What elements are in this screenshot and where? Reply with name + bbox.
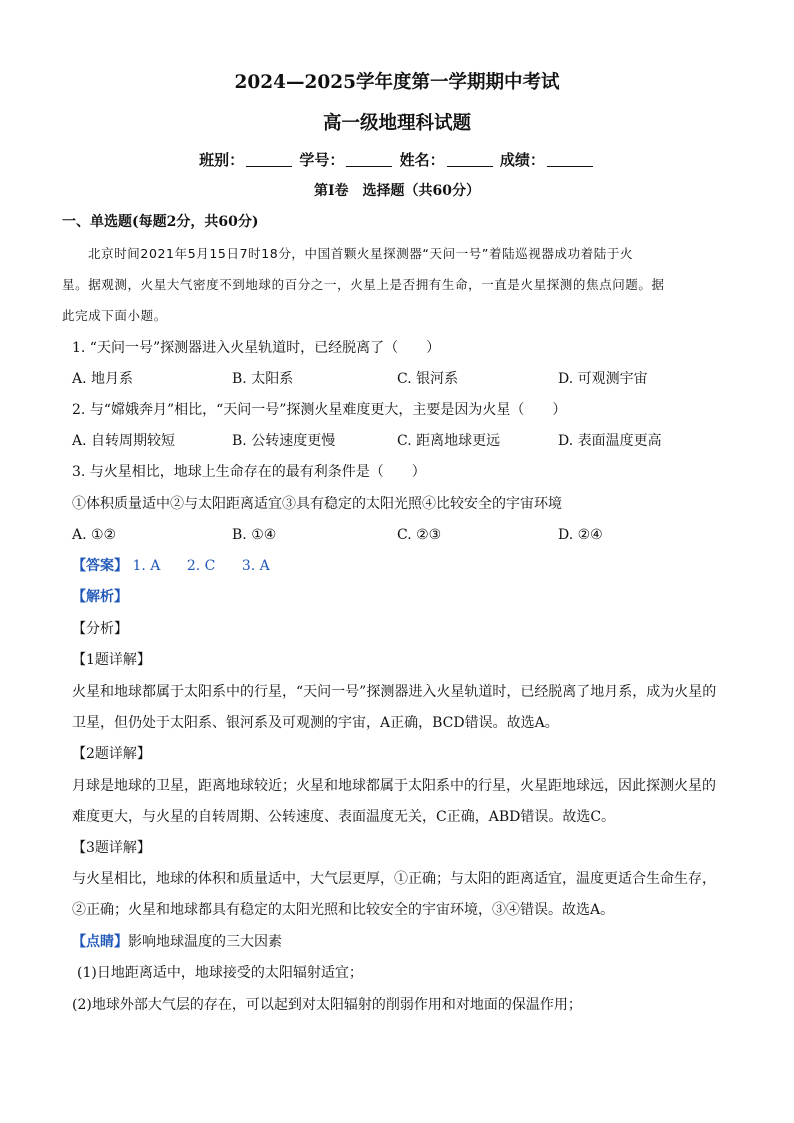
detail-3-label: 【3题详解】: [72, 840, 151, 856]
detail-2-text: 月球是地球的卫星，距离地球较近；火星和地球都属于太阳系中的行星，火星距地球远，因此探测火星的: [72, 778, 716, 794]
key-point-item: (1)日地距离适中，地球接受的太阳辐射适宜；: [77, 965, 363, 981]
detail-3-text: 与火星相比，地球的体积和质量适中，大气层更厚，①正确；与太阳的距离适宜，温度更适合生命生存，: [72, 871, 716, 887]
key-point-row: [72, 932, 722, 952]
question-3-stem: 3. 与火星相比，地球上生命存在的最有利条件是（ ）: [72, 464, 426, 480]
exam-title: 2024—2025学年度第一学期期中考试: [234, 72, 560, 93]
detail-3-text: ②正确；火星和地球都具有稳定的太阳光照和比较安全的宇宙环境，③④错误。故选A。: [72, 902, 615, 918]
option-b[interactable]: B. 公转速度更慢: [232, 433, 336, 449]
option-c[interactable]: C. ②③: [397, 527, 442, 543]
passage-line: 星。据观测，火星大气密度不到地球的百分之一，火星上是否拥有生命，一直是火星探测的焦点问题。据: [62, 277, 665, 292]
option-b[interactable]: B. ①④: [232, 527, 277, 543]
detail-1-text: 火星和地球都属于太阳系中的行星，“天问一号”探测器进入火星轨道时，已经脱离了地月系，成为火星的: [72, 684, 717, 700]
answer-label: 【答案】: [72, 558, 128, 574]
exam-subtitle: 高一级地理科试题: [322, 113, 471, 134]
key-point-label: 【点睛】: [72, 934, 128, 950]
section-heading: 第Ⅰ卷 选择题（共60分）: [313, 183, 481, 199]
option-c[interactable]: C. 距离地球更远: [397, 433, 501, 449]
option-b[interactable]: B. 太阳系: [232, 371, 294, 387]
name-field-label: 姓名：: [399, 151, 445, 169]
class-field-blank[interactable]: [246, 152, 292, 167]
analysis-label: 【解析】: [72, 589, 128, 605]
detail-2-text: 难度更大，与火星的自转周期、公转速度、表面温度无关，C正确，ABD错误。故选C。: [72, 809, 616, 825]
name-field-blank[interactable]: [447, 152, 493, 167]
option-c[interactable]: C. 银河系: [397, 371, 459, 387]
option-d[interactable]: D. 表面温度更高: [558, 433, 662, 449]
detail-1-label: 【1题详解】: [72, 652, 151, 668]
student-info-row: [0, 150, 794, 170]
answer-row: [72, 556, 722, 576]
passage-line: 北京时间2021年5月15日7时18分，中国首颗火星探测器“天问一号”着陆巡视器成功着陆于火: [88, 246, 634, 261]
question-1-stem: 1. “天问一号”探测器进入火星轨道时，已经脱离了（ ）: [72, 340, 441, 356]
fenxi-label: 【分析】: [72, 621, 128, 637]
part1-heading: 一、单选题(每题2分，共60分): [62, 214, 259, 230]
option-a[interactable]: A. ①②: [72, 527, 117, 543]
detail-1-text: 卫星，但仍处于太阳系、银河系及可观测的宇宙，A正确，BCD错误。故选A。: [72, 715, 559, 731]
passage-line: 此完成下面小题。: [62, 308, 167, 323]
answer-item: 2. C: [186, 558, 216, 574]
id-field-label: 学号：: [299, 151, 345, 169]
detail-2-label: 【2题详解】: [72, 746, 151, 762]
score-field-label: 成绩：: [499, 151, 545, 169]
option-a[interactable]: A. 自转周期较短: [72, 433, 176, 449]
answer-item: 1. A: [132, 558, 161, 574]
option-d[interactable]: D. ②④: [558, 527, 603, 543]
score-field-blank[interactable]: [547, 152, 593, 167]
option-a[interactable]: A. 地月系: [72, 371, 134, 387]
key-point-item: (2)地球外部大气层的存在，可以起到对太阳辐射的削弱作用和对地面的保温作用；: [72, 997, 582, 1013]
answer-item: 3. A: [241, 558, 270, 574]
key-point-title: 影响地球温度的三大因素: [128, 934, 282, 950]
class-field-label: 班别：: [199, 151, 245, 169]
question-3-statements: ①体积质量适中②与太阳距离适宜③具有稳定的太阳光照④比较安全的宇宙环境: [72, 496, 562, 512]
option-d[interactable]: D. 可观测宇宙: [558, 371, 648, 387]
question-2-stem: 2. 与“嫦娥奔月”相比，“天问一号”探测火星难度更大，主要是因为火星（ ）: [72, 402, 567, 418]
id-field-blank[interactable]: [346, 152, 392, 167]
